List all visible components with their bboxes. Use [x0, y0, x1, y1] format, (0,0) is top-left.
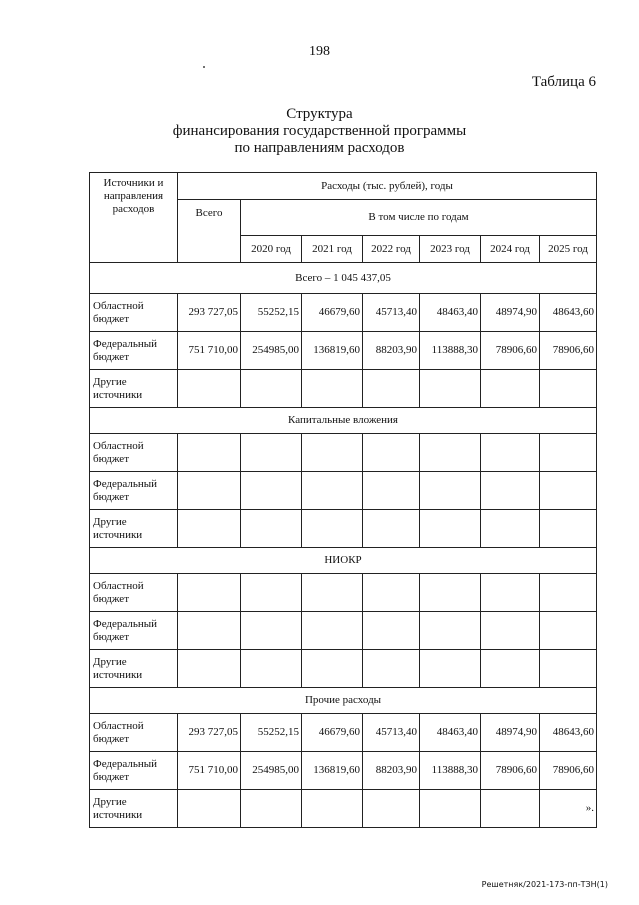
year-cell [540, 650, 597, 688]
year-cell [420, 790, 481, 828]
year-cell: 55252,15 [241, 714, 302, 752]
year-cell [302, 510, 363, 548]
year-cell [302, 472, 363, 510]
scan-speck [203, 66, 205, 68]
year-cell [241, 472, 302, 510]
total-cell [178, 434, 241, 472]
year-cell [363, 650, 420, 688]
year-cell [420, 650, 481, 688]
year-cell [420, 370, 481, 408]
year-cell [420, 510, 481, 548]
row-label: Областной бюджет [90, 574, 178, 612]
title-line: финансирования государственной программы [172, 123, 467, 139]
year-cell: 48974,90 [481, 714, 540, 752]
row-label: Областной бюджет [90, 434, 178, 472]
year-cell [363, 612, 420, 650]
year-cell: 113888,30 [420, 752, 481, 790]
year-cell: ». [540, 790, 597, 828]
header-year: 2024 год [481, 236, 540, 263]
table-row [90, 294, 597, 332]
year-cell [420, 612, 481, 650]
total-cell: 751 710,00 [178, 752, 241, 790]
year-cell [481, 472, 540, 510]
year-cell [363, 510, 420, 548]
year-cell [540, 370, 597, 408]
row-label: Другие источники [90, 510, 178, 548]
year-cell [241, 434, 302, 472]
year-cell: 136819,60 [302, 752, 363, 790]
table-row [90, 472, 597, 510]
year-cell [481, 370, 540, 408]
year-cell: 113888,30 [420, 332, 481, 370]
row-label: Федеральный бюджет [90, 332, 178, 370]
section-title: Всего – 1 045 437,05 [90, 263, 597, 294]
year-cell [241, 574, 302, 612]
row-label: Федеральный бюджет [90, 752, 178, 790]
year-cell [481, 650, 540, 688]
table-label: Таблица 6 [531, 74, 596, 90]
table-row [90, 434, 597, 472]
year-cell [540, 434, 597, 472]
year-cell: 78906,60 [540, 332, 597, 370]
year-cell [420, 472, 481, 510]
total-cell [178, 612, 241, 650]
header-by-year: В том числе по годам [241, 200, 597, 236]
document-footer: Решетняк/2021-173-пп-ТЗН(1) [481, 880, 608, 889]
year-cell [363, 370, 420, 408]
header-year: 2021 год [302, 236, 363, 263]
row-label: Федеральный бюджет [90, 612, 178, 650]
year-cell: 48463,40 [420, 714, 481, 752]
year-cell [420, 434, 481, 472]
total-cell [178, 650, 241, 688]
header-year: 2020 год [241, 236, 302, 263]
section-row [90, 408, 597, 434]
year-cell: 48643,60 [540, 294, 597, 332]
year-cell: 78906,60 [540, 752, 597, 790]
year-cell [481, 510, 540, 548]
year-cell [302, 790, 363, 828]
table-row [90, 574, 597, 612]
row-label: Федеральный бюджет [90, 472, 178, 510]
year-cell [481, 790, 540, 828]
year-cell: 254985,00 [241, 752, 302, 790]
year-cell: 48974,90 [481, 294, 540, 332]
year-cell: 45713,40 [363, 294, 420, 332]
year-cell [481, 612, 540, 650]
year-cell [481, 574, 540, 612]
year-cell [540, 612, 597, 650]
year-cell [363, 434, 420, 472]
year-cell [540, 510, 597, 548]
total-cell: 293 727,05 [178, 714, 241, 752]
header-row [90, 173, 597, 200]
table-row [90, 714, 597, 752]
table-row [90, 612, 597, 650]
year-cell [241, 612, 302, 650]
table-row [90, 510, 597, 548]
year-cell: 78906,60 [481, 752, 540, 790]
year-cell [302, 650, 363, 688]
section-row [90, 263, 597, 294]
year-cell: 88203,90 [363, 752, 420, 790]
year-cell [420, 574, 481, 612]
section-row [90, 688, 597, 714]
total-cell [178, 472, 241, 510]
total-cell [178, 574, 241, 612]
total-cell [178, 510, 241, 548]
year-cell: 45713,40 [363, 714, 420, 752]
year-cell [363, 472, 420, 510]
year-cell [363, 574, 420, 612]
section-title: НИОКР [90, 548, 597, 574]
section-title: Капитальные вложения [90, 408, 597, 434]
title-line: Структура [286, 106, 353, 122]
year-cell: 46679,60 [302, 294, 363, 332]
row-label: Областной бюджет [90, 714, 178, 752]
year-cell [540, 472, 597, 510]
year-cell: 78906,60 [481, 332, 540, 370]
year-cell [302, 574, 363, 612]
header-year: 2022 год [363, 236, 420, 263]
table-title [0, 106, 639, 157]
year-cell: 254985,00 [241, 332, 302, 370]
table-row [90, 370, 597, 408]
total-cell [178, 370, 241, 408]
year-cell: 48643,60 [540, 714, 597, 752]
page-number: 198 [309, 44, 330, 59]
year-cell: 55252,15 [241, 294, 302, 332]
header-year: 2023 год [420, 236, 481, 263]
year-cell [481, 434, 540, 472]
row-label: Другие источники [90, 370, 178, 408]
row-label: Другие источники [90, 650, 178, 688]
year-cell [241, 510, 302, 548]
year-cell [241, 790, 302, 828]
year-cell [241, 650, 302, 688]
year-cell: 88203,90 [363, 332, 420, 370]
total-cell [178, 790, 241, 828]
year-cell [302, 612, 363, 650]
total-cell: 293 727,05 [178, 294, 241, 332]
row-label: Областной бюджет [90, 294, 178, 332]
year-cell: 46679,60 [302, 714, 363, 752]
year-cell: 136819,60 [302, 332, 363, 370]
table-row [90, 650, 597, 688]
financing-table [89, 172, 597, 828]
year-cell [302, 370, 363, 408]
year-cell [540, 574, 597, 612]
year-cell [302, 434, 363, 472]
section-row [90, 548, 597, 574]
table-row [90, 790, 597, 828]
title-line: по направлениям расходов [234, 140, 405, 156]
header-sources: Источники и направления расходов [90, 173, 178, 263]
row-label: Другие источники [90, 790, 178, 828]
year-cell: 48463,40 [420, 294, 481, 332]
year-cell [241, 370, 302, 408]
table-row [90, 332, 597, 370]
header-total: Всего [178, 200, 241, 263]
year-cell [363, 790, 420, 828]
total-cell: 751 710,00 [178, 332, 241, 370]
table-row [90, 752, 597, 790]
section-title: Прочие расходы [90, 688, 597, 714]
header-year: 2025 год [540, 236, 597, 263]
header-expenses: Расходы (тыс. рублей), годы [178, 173, 597, 200]
